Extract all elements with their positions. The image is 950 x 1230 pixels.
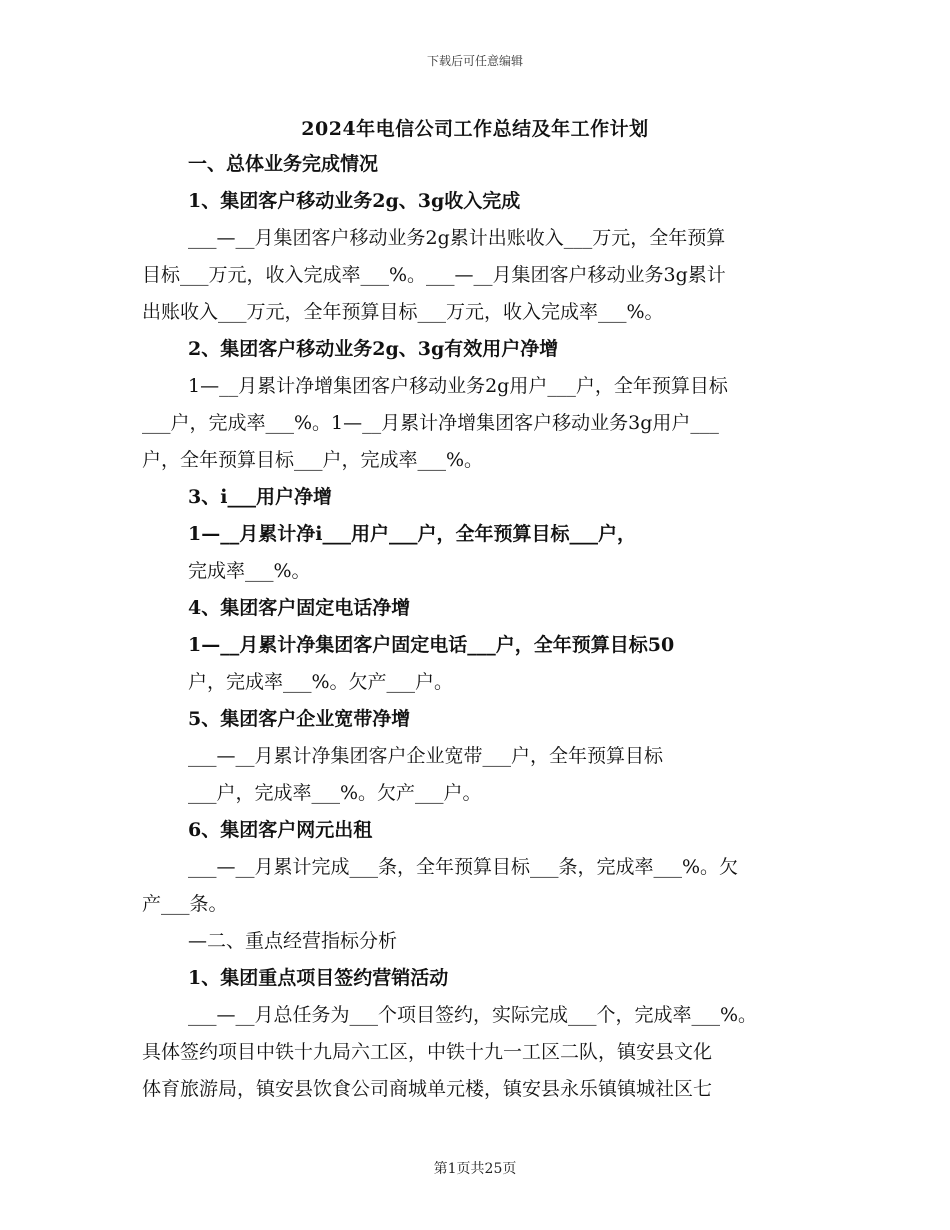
document-body (142, 146, 842, 1108)
page-footer: 第1页共25页 (433, 1161, 517, 1177)
paragraph-line-bold: 1—__月累计净集团客户固定电话___户，全年预算目标50 (188, 634, 675, 656)
paragraph-line: ___—__月总任务为___个项目签约，实际完成___个，完成率___%。 (188, 1004, 758, 1026)
paragraph-line: 体育旅游局，镇安县饮食公司商城单元楼，镇安县永乐镇镇城社区七 (142, 1078, 713, 1100)
subsection-heading: 6、集团客户网元出租 (188, 819, 373, 841)
section-heading: 一、总体业务完成情况 (188, 153, 379, 175)
paragraph-line: ___户，完成率___%。1—__月累计净增集团客户移动业务3g用户___ (142, 412, 719, 434)
paragraph-line: 户，全年预算目标___户，完成率___%。 (142, 449, 484, 471)
paragraph-line: ___户，完成率___%。欠产___户。 (188, 782, 482, 804)
paragraph-line: 具体签约项目中铁十九局六工区，中铁十九一工区二队，镇安县文化 (142, 1041, 713, 1063)
paragraph-line: 出账收入___万元，全年预算目标___万元，收入完成率___%。 (142, 301, 664, 323)
subsection-heading: 3、i___用户净增 (188, 486, 332, 508)
subsection-heading: 5、集团客户企业宽带净增 (188, 708, 411, 730)
document-title: 2024年电信公司工作总结及年工作计划 (301, 118, 649, 140)
paragraph-line: 1—__月累计净增集团客户移动业务2g用户___户，全年预算目标 (188, 375, 728, 397)
subsection-heading: 1、集团重点项目签约营销活动 (188, 967, 449, 989)
paragraph-line: 完成率___%。 (188, 560, 311, 582)
paragraph-line: 目标___万元，收入完成率___%。___—__月集团客户移动业务3g累计 (142, 264, 726, 286)
paragraph-line: 产___条。 (142, 893, 228, 915)
subsection-heading: 4、集团客户固定电话净增 (188, 597, 411, 619)
paragraph-line: ___—__月累计完成___条，全年预算目标___条，完成率___%。欠 (188, 856, 739, 878)
page-header: 下载后可任意编辑 (426, 54, 523, 68)
subsection-heading: 2、集团客户移动业务2g、3g有效用户净增 (188, 338, 559, 360)
section-heading: —二、重点经营指标分析 (188, 930, 398, 952)
subsection-heading: 1、集团客户移动业务2g、3g收入完成 (188, 190, 521, 212)
paragraph-line-bold: 1—__月累计净i___用户___户，全年预算目标___户， (188, 523, 636, 545)
paragraph-line: ___—__月累计净集团客户企业宽带___户，全年预算目标 (188, 745, 664, 767)
paragraph-line: ___—__月集团客户移动业务2g累计出账收入___万元，全年预算 (188, 227, 726, 249)
paragraph-line: 户，完成率___%。欠产___户。 (188, 671, 454, 693)
